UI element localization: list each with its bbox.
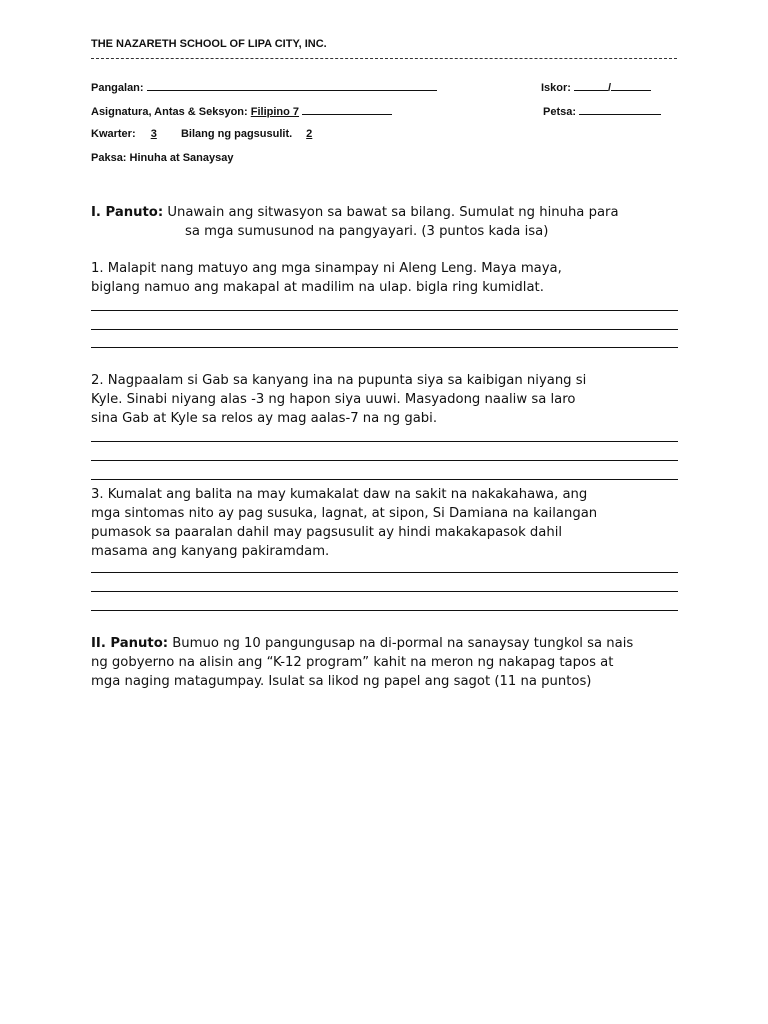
iskor-label: Iskor: (541, 82, 571, 94)
item-3-line: pumasok sa paaralan dahil may pagsusulit ay hindi makakapasok dahil (91, 525, 563, 540)
bilang-value: 2 (306, 128, 313, 140)
item-2-line: Kyle. Sinabi niyang alas -3 ng hapon siya uuwi. Masyadong naaliw sa laro (91, 392, 576, 407)
part1-instructions (91, 203, 681, 241)
part2-instructions (91, 634, 686, 691)
part1-heading: I. Panuto: (91, 205, 164, 220)
iskor-blank-total[interactable] (611, 80, 651, 91)
pangalan-blank[interactable] (147, 80, 437, 91)
kwarter-value: 3 (150, 128, 157, 140)
petsa-label: Petsa: (543, 106, 577, 118)
pangalan-label: Pangalan: (91, 82, 144, 94)
part1-instruction-line1: Unawain ang sitwasyon sa bawat sa bilang. Sumulat ng hinuha para (167, 205, 619, 220)
bilang-label: Bilang ng pagsusulit. (180, 128, 293, 140)
answer-line[interactable] (91, 591, 678, 592)
part2-line: mga naging matagumpay. Isulat sa likod ng papel ang sagot (11 na puntos) (91, 674, 592, 689)
paksa-row (91, 152, 233, 164)
item-1-line: 1. Malapit nang matuyo ang mga sinampay ni Aleng Leng. Maya maya, (91, 261, 562, 276)
item-3-line: mga sintomas nito ay pag susuka, lagnat, at sipon, Si Damiana na kailangan (91, 506, 598, 521)
answer-line[interactable] (91, 329, 678, 330)
answer-line[interactable] (91, 441, 678, 442)
school-name: THE NAZARETH SCHOOL OF LIPA CITY, INC. (91, 38, 327, 50)
kwarter-label: Kwarter: (91, 128, 136, 140)
iskor-separator: / (608, 82, 612, 94)
asignatura-row (91, 104, 392, 118)
part2-line: Bumuo ng 10 pangungusap na di-pormal na sanaysay tungkol sa nais (172, 636, 634, 651)
item-2-text (91, 371, 681, 428)
item-3-line: masama ang kanyang pakiramdam. (91, 544, 330, 559)
part2-heading: II. Panuto: (91, 636, 169, 651)
item-1-text (91, 259, 681, 297)
answer-line[interactable] (91, 610, 678, 611)
pangalan-row (91, 80, 437, 94)
petsa-row (543, 104, 661, 118)
item-3-text (91, 485, 681, 561)
asignatura-value: Filipino 7 (250, 106, 300, 118)
item-2-line: 2. Nagpaalam si Gab sa kanyang ina na pupunta siya sa kaibigan niyang si (91, 373, 587, 388)
item-2-line: sina Gab at Kyle sa relos ay mag aalas-7 na ng gabi. (91, 411, 438, 426)
answer-line[interactable] (91, 310, 678, 311)
part1-instruction-line2: sa mga sumusunod na pangyayari. (3 puntos kada isa) (185, 224, 549, 239)
iskor-blank-score[interactable] (574, 80, 608, 91)
petsa-blank[interactable] (579, 104, 661, 115)
item-3-line: 3. Kumalat ang balita na may kumakalat daw na sakit na nakakahawa, ang (91, 487, 588, 502)
kwarter-row (91, 128, 326, 140)
paksa-value: Hinuha at Sanaysay (129, 152, 234, 164)
asignatura-blank[interactable] (302, 104, 392, 115)
iskor-row (541, 80, 651, 94)
answer-line[interactable] (91, 572, 678, 573)
part2-line: ng gobyerno na alisin ang “K-12 program” kahit na meron ng nakapag tapos at (91, 655, 614, 670)
answer-line[interactable] (91, 479, 678, 480)
answer-line[interactable] (91, 460, 678, 461)
asignatura-label: Asignatura, Antas & Seksyon: (91, 106, 248, 118)
answer-line[interactable] (91, 347, 678, 348)
dashed-divider (91, 58, 677, 59)
item-1-line: biglang namuo ang makapal at madilim na ulap. bigla ring kumidlat. (91, 280, 544, 295)
paksa-label: Paksa: (91, 152, 127, 164)
